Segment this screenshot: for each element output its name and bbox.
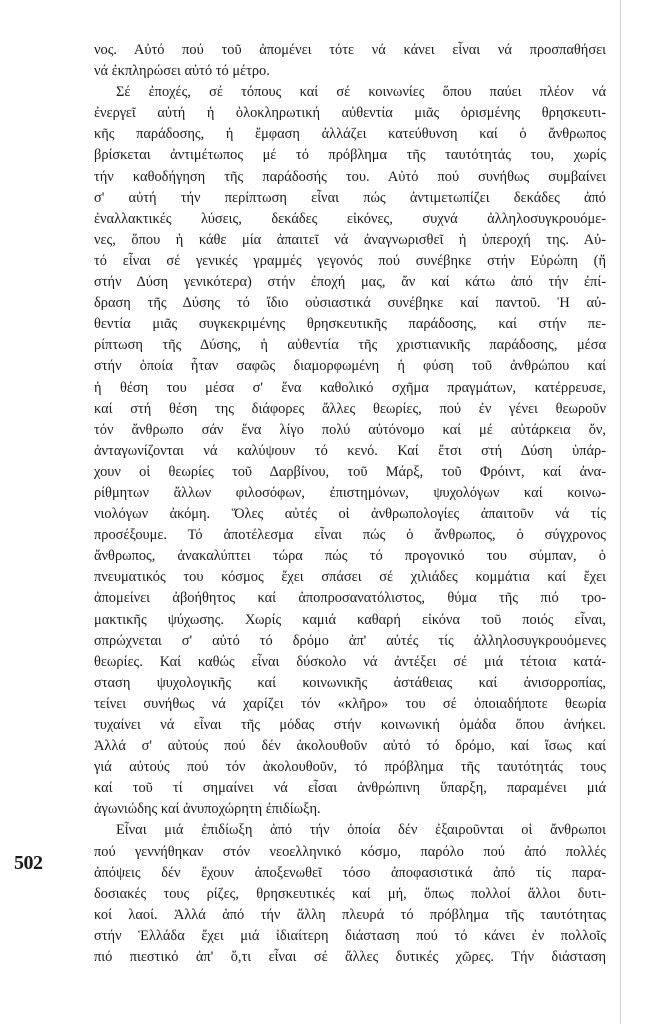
text-line: ρίπτωση τῆς Δύσης, ἡ αὐθεντία τῆς χριστιανικῆς παράδοσης, μέσα	[94, 337, 606, 354]
text-line: σταση ψυχολογικῆς καί κοινωνικῆς ἀστάθειας καί ἀνισορροπίας,	[94, 674, 606, 691]
text-line: γιά αὐτούς πού τόν ἀκολουθοῦν, τό πρόβλημα τῆς ταυτότητάς τους	[94, 759, 606, 776]
text-line: στήν Ἑλλάδα ἔχει μιά ἰδιαίτερη διάσταση πού τό κάνει ἐν πολλοῖς	[94, 927, 606, 944]
text-line: νος. Αὐτό πού τοῦ ἀπομένει τότε νά κάνει εἶναι νά προσπαθήσει	[94, 42, 606, 58]
text-line: τείνει συνήθως νά χαρίζει τόν «κλῆρο» του σέ ὁποιαδήποτε θεωρία	[94, 695, 606, 712]
text-line: πού γεννήθηκαν στόν νεοελληνικό κόσμο, παρόλο πού ἀπό πολλές	[94, 843, 606, 860]
text-line: προσέξουμε. Τό ἀποτέλεσμα εἶναι πώς ὁ ἄνθρωπος, ὁ σύγχρονος	[94, 527, 606, 544]
text-line: ἀγωνιώδης καί ἀνυποχώρητη ἐπιδίωξη.	[94, 801, 321, 818]
text-line: κοί λαοί. Ἀλλά ἀπό τήν ἄλλη πλευρά τό πρόβλημα τῆς ταυτότητας	[94, 906, 606, 923]
text-line: τόν ἄνθρωπο σάν ἕνα λίγο πολύ αὐτόνομο καί μέ αὐτάρκεια ὄν,	[94, 421, 606, 438]
text-line: ἀπόψεις δέν ἔχουν ἀποξενωθεῖ τόσο ἀποφασιστικά ἀπό τίς παρα-	[94, 864, 606, 881]
text-line: σπρώχνεται σ' αὐτό τό δρόμο ἀπ' αὐτές τίς ἀλληλοσυγκρουόμενες	[94, 632, 606, 649]
text-line: καί τοῦ τί σημαίνει νά εἶσαι ἀνθρώπινη ὕπαρξη, παραμένει μιά	[94, 780, 606, 797]
text-line: ἐναλλακτικές λύσεις, δεκάδες εἰκόνες, συχνά ἀλληλοσυγκρουόμε-	[94, 210, 606, 227]
text-line: τήν καθοδήγηση τῆς παράδοσής του. Αὐτό πού συνήθως συμβαίνει	[94, 168, 606, 185]
text-line: πιό πιεστικό ἀπ' ὅ,τι εἶναι σέ ἄλλες δυτικές χῶρες. Τήν διάσταση	[94, 949, 606, 966]
text-line: θεωρίες. Καί καθώς εἶναι δύσκολο νά ἀντέξει σέ μιά τέτοια κατά-	[94, 653, 606, 670]
text-line: ρίθμητων ἄλλων φιλοσόφων, ἐπιστημόνων, ψυχολόγων καί κοινω-	[94, 484, 606, 501]
text-line: ἐνεργεῖ αὐτή ἡ ὁλοκληρωτική αὐθεντία μιᾶς ὁρισμένης θρησκευτι-	[94, 105, 606, 122]
text-line: δοσιακές τους ρίζες, θρησκευτικές καί μή, ὅπως πολλοί ἄλλοι δυτι-	[94, 885, 606, 902]
text-line: τό εἶναι σέ γενικές γραμμές γεγονός πού συνέβηκε στήν Εὐρώπη (ἤ	[94, 252, 606, 269]
text-line: θεντία μιᾶς συγκεκριμένης θρησκευτικῆς παράδοσης, καί στήν πε-	[94, 316, 606, 333]
text-line: ἄνθρωπος, ἀνακαλύπτει τώρα πώς τό προγονικό του σύμπαν, ὁ	[94, 548, 606, 565]
text-line: μακτικῆς ψύχωσης. Χωρίς καμιά καθαρή εἰκόνα τοῦ ποιός εἶναι,	[94, 611, 606, 628]
body-text	[94, 40, 606, 968]
text-line: κῆς παράδοσης, ἡ ἔμφαση ἀλλάζει κατεύθυνση καί ὁ ἄνθρωπος	[94, 126, 606, 143]
text-line: καί στή θέση της διάφορες ἄλλες θεωρίες, πού ἐν γένει θεωροῦν	[94, 400, 606, 417]
text-line: πνευματικός του κόσμος ἔχει σπάσει σέ χιλιάδες κομμάτια καί ἔχει	[94, 569, 606, 586]
text-line: ἡ θέση του μέσα σ' ἕνα καθολικό σχῆμα πραγμάτων, κατέρρευσε,	[94, 379, 606, 396]
text-line: στήν Δύση γενικότερα) στήν ἐποχή μας, ἄν καί κάτω ἀπό τήν ἐπί-	[94, 274, 606, 291]
text-line: τυχαίνει νά εἶναι τῆς μόδας στήν κοινωνική ὁμάδα ὅπου ἀνήκει.	[94, 717, 606, 733]
text-line: Σέ ἐποχές, σέ τόπους καί σέ κοινωνίες ὅπου παύει πλέον νά	[116, 84, 606, 101]
text-line: ἀπομείνει ἀβοήθητος καί ἀποπροσανατόλιστος, θύμα τῆς πιό τρο-	[94, 590, 606, 607]
text-line: Ἀλλά σ' αὐτούς πού δέν ἀκολουθοῦν αὐτό τό δρόμο, καί ἴσως καί	[94, 738, 606, 755]
text-line: νες, ὅπου ἡ κάθε μία ἀπαιτεῖ νά ἀναγνωρισθεῖ ἡ ὑπεροχή της. Αὐ-	[94, 231, 606, 248]
text-line: δραση τῆς Δύσης τό ἴδιο οὐσιαστικά συνέβηκε καί παντοῦ. Ἡ αὐ-	[94, 295, 606, 312]
text-line: χουν οἱ θεωρίες τοῦ Δαρβίνου, τοῦ Μάρξ, τοῦ Φρόιντ, καί ἀνα-	[94, 463, 606, 480]
text-line: βρίσκεται ἀντιμέτωπος μέ τό πρόβλημα τῆς ταυτότητάς του, χωρίς	[94, 147, 606, 164]
text-line: στήν ὁποία ἦταν σαφῶς διαμορφωμένη ἡ φύση τοῦ ἀνθρώπου καί	[94, 358, 606, 375]
text-line: ἀνταγωνίζονται νά καλύψουν τό κενό. Καί ἔτσι στή Δύση ὑπάρ-	[94, 442, 606, 459]
text-line: νιολόγων ἀκόμη. Ὅλες αὐτές οἱ ἀνθρωπολογίες ἀπαιτοῦν νά τίς	[94, 506, 606, 523]
page-number: 502	[14, 852, 43, 874]
text-line: Εἶναι μιά ἐπιδίωξη ἀπό τήν ὁποία δέν ἐξαιροῦνται οἱ ἄνθρωποι	[116, 822, 606, 839]
text-line: νά ἐκπληρώσει αὐτό τό μέτρο.	[94, 63, 270, 80]
text-line: σ' αὐτή τήν περίπτωση εἶναι πώς ἀντιμετωπίζει δεκάδες ἀπό	[94, 189, 606, 206]
page-edge-rule	[620, 0, 621, 1024]
